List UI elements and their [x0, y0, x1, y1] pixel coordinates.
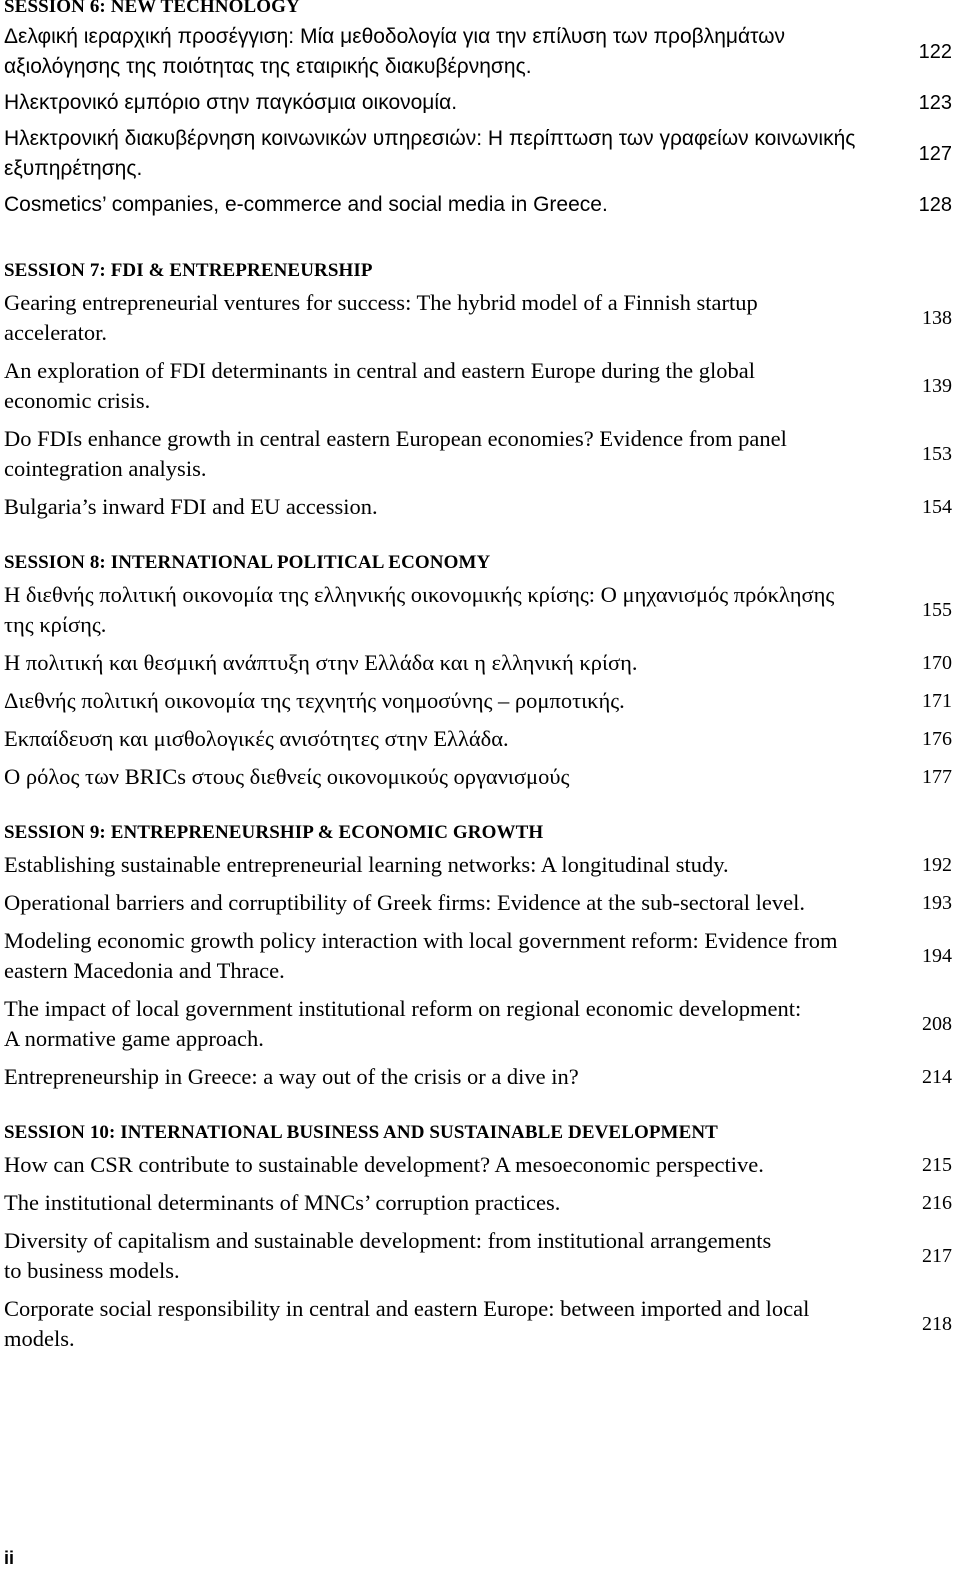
entry-page: 123	[918, 92, 952, 114]
session-title: SESSION 7: FDI & ENTREPRENEURSHIP	[4, 260, 373, 281]
entry-page: 153	[922, 443, 952, 465]
entry-title: Establishing sustainable entrepreneurial learning networks: A longitudinal study.	[4, 852, 729, 877]
toc-entry	[4, 724, 952, 754]
entry-title: Εκπαίδευση και μισθολογικές ανισότητες στην Ελλάδα.	[4, 726, 509, 751]
toc-entry	[4, 492, 952, 522]
session-title: SESSION 8: INTERNATIONAL POLITICAL ECONOMY	[4, 552, 491, 573]
entry-title: Gearing entrepreneurial ventures for success: The hybrid model of a Finnish startup accelerator.	[4, 290, 758, 345]
toc-entry	[4, 1294, 952, 1354]
session-title: SESSION 10: INTERNATIONAL BUSINESS AND SUSTAINABLE DEVELOPMENT	[4, 1122, 718, 1143]
entry-page: 215	[922, 1154, 952, 1176]
toc-entry	[4, 1188, 952, 1218]
entry-title: Operational barriers and corruptibility of Greek firms: Evidence at the sub-sectoral level.	[4, 890, 805, 915]
toc-entry	[4, 22, 952, 82]
entry-page: 122	[918, 41, 952, 63]
session-6	[4, 0, 952, 220]
entry-page: 128	[918, 194, 952, 216]
entry-page: 171	[922, 690, 952, 712]
entry-page: 193	[922, 892, 952, 914]
toc-entry	[4, 356, 952, 416]
entry-page: 177	[922, 766, 952, 788]
entry-page: 216	[922, 1192, 952, 1214]
toc-entry	[4, 190, 952, 220]
entry-title: Η πολιτική και θεσμική ανάπτυξη στην Ελλάδα και η ελληνική κρίση.	[4, 650, 638, 675]
toc-entry	[4, 762, 952, 792]
toc-entry	[4, 926, 952, 986]
toc-entry	[4, 124, 952, 184]
toc-entry	[4, 288, 952, 348]
entry-title: Ηλεκτρονικό εμπόριο στην παγκόσμια οικονομία.	[4, 91, 458, 114]
session-8	[4, 552, 952, 792]
entry-title: Bulgaria’s inward FDI and EU accession.	[4, 494, 378, 519]
entry-page: 217	[922, 1245, 952, 1267]
entry-title: Do FDIs enhance growth in central eastern European economies? Evidence from panel cointegration analysis.	[4, 426, 787, 481]
entry-page: 154	[922, 496, 952, 518]
entry-title: How can CSR contribute to sustainable development? A mesoeconomic perspective.	[4, 1152, 764, 1177]
session-title: SESSION 6: NEW TECHNOLOGY	[4, 0, 300, 17]
toc-entry	[4, 648, 952, 678]
entry-title: Διεθνής πολιτική οικονομία της τεχνητής νοημοσύνης – ρομποτικής.	[4, 688, 625, 713]
session-10	[4, 1122, 952, 1354]
session-title: SESSION 9: ENTREPRENEURSHIP & ECONOMIC GROWTH	[4, 822, 544, 843]
entry-page: 194	[922, 945, 952, 967]
entry-title: The impact of local government institutional reform on regional economic development: A normative game approach.	[4, 996, 802, 1051]
entry-page: 214	[922, 1066, 952, 1088]
entry-title: Η διεθνής πολιτική οικονομία της ελληνικής οικονομικής κρίσης: Ο μηχανισμός πρόκλησης της κρίσης.	[4, 582, 835, 637]
entry-page: 218	[922, 1313, 952, 1335]
table-of-contents	[4, 0, 952, 1362]
entry-title: An exploration of FDI determinants in central and eastern Europe during the global economic crisis.	[4, 358, 756, 413]
entry-page: 192	[922, 854, 952, 876]
entry-page: 208	[922, 1013, 952, 1035]
toc-entry	[4, 888, 952, 918]
entry-title: Modeling economic growth policy interaction with local government reform: Evidence from eastern Macedonia and Thrace.	[4, 928, 838, 983]
entry-title: Cosmetics’ companies, e-commerce and social media in Greece.	[4, 193, 608, 216]
entry-title: The institutional determinants of MNCs’ corruption practices.	[4, 1190, 561, 1215]
session-9	[4, 822, 952, 1092]
toc-entry	[4, 88, 952, 118]
toc-entry	[4, 1226, 952, 1286]
entry-page: 176	[922, 728, 952, 750]
entry-title: Corporate social responsibility in central and eastern Europe: between imported and local models.	[4, 1296, 810, 1351]
entry-title: Ηλεκτρονική διακυβέρνηση κοινωνικών υπηρεσιών: Η περίπτωση των γραφείων κοινωνικής εξυπηρέτησης.	[4, 127, 856, 180]
toc-entry	[4, 424, 952, 484]
entry-page: 139	[922, 375, 952, 397]
toc-entry	[4, 850, 952, 880]
toc-entry	[4, 580, 952, 640]
entry-page: 155	[922, 599, 952, 621]
entry-page: 138	[922, 307, 952, 329]
toc-entry	[4, 1062, 952, 1092]
entry-title: Δελφική ιεραρχική προσέγγιση: Μία μεθοδολογία για την επίλυση των προβλημάτων αξιολόγησης της ποιότητας της εταιρικής διακυβέρνησης.	[4, 25, 786, 78]
entry-page: 170	[922, 652, 952, 674]
entry-title: Entrepreneurship in Greece: a way out of the crisis or a dive in?	[4, 1064, 579, 1089]
toc-entry	[4, 1150, 952, 1180]
page-number: ii	[4, 1548, 15, 1568]
entry-title: Ο ρόλος των BRICs στους διεθνείς οικονομικούς οργανισμούς	[4, 764, 570, 789]
entry-title: Diversity of capitalism and sustainable development: from institutional arrangements to business models.	[4, 1228, 772, 1283]
entry-page: 127	[918, 143, 952, 165]
toc-entry	[4, 686, 952, 716]
session-7	[4, 260, 952, 522]
toc-entry	[4, 994, 952, 1054]
